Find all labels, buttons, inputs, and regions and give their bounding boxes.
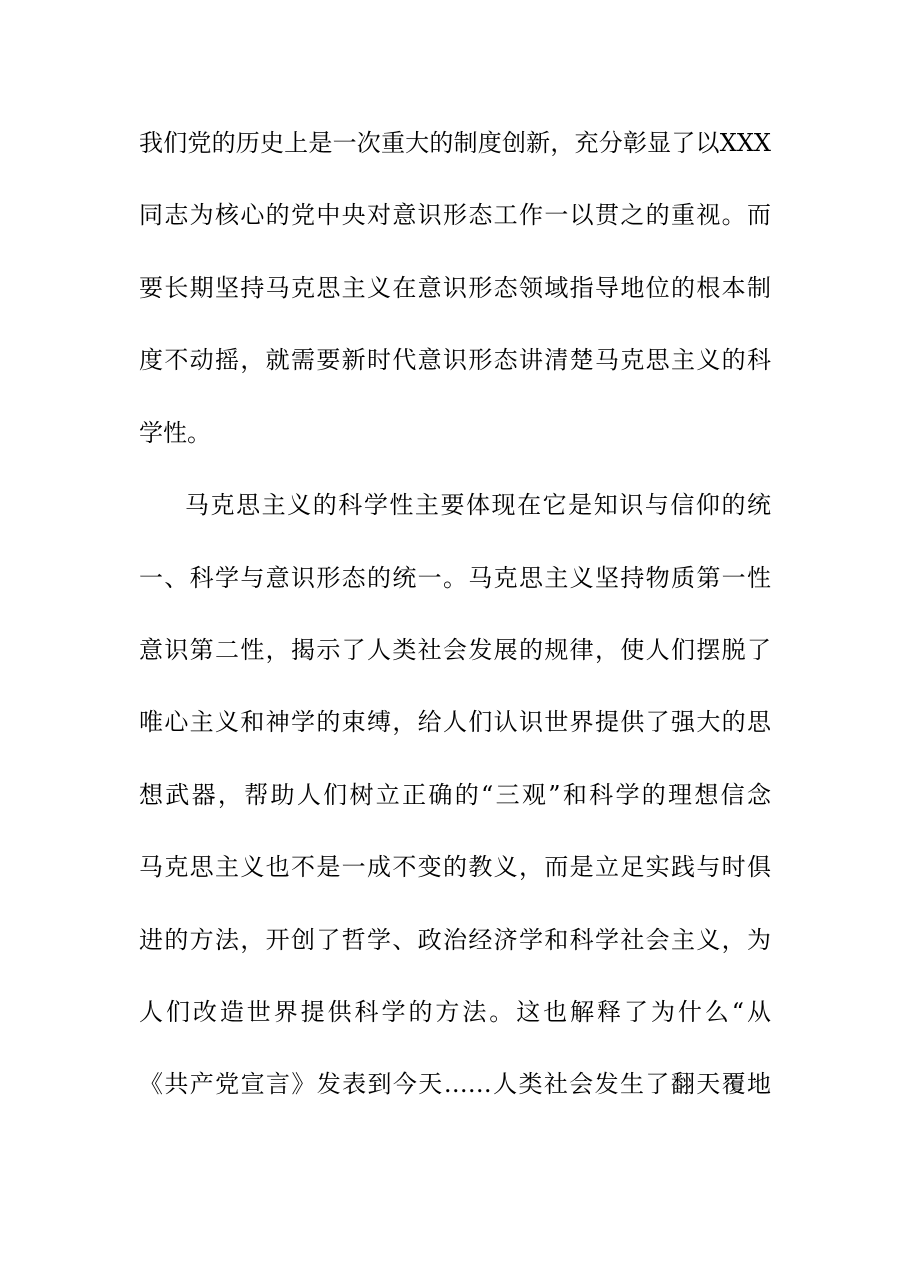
text-line-2: 同志为核心的党中央对意识形态工作一以贯之的重视。而	[139, 201, 771, 229]
text-line-9: 唯心主义和神学的束缚，给人们认识世界提供了强大的思	[139, 708, 771, 736]
text-line-3: 要长期坚持马克思主义在意识形态领域指导地位的根本制	[139, 274, 771, 302]
text-line-1: 我们党的历史上是一次重大的制度创新，充分彰显了以XXX	[139, 129, 771, 157]
text-line-10: 想武器，帮助人们树立正确的“三观”和科学的理想信念	[139, 781, 771, 809]
text-line-13: 人们改造世界提供科学的方法。这也解释了为什么“从	[139, 998, 771, 1026]
text-line-5: 学性。	[139, 419, 211, 447]
text-line-11: 马克思主义也不是一成不变的教义，而是立足实践与时俱	[139, 853, 771, 881]
text-line-14: 《共产党宣言》发表到今天……人类社会发生了翻天覆地	[139, 1070, 771, 1098]
text-line-8: 意识第二性，揭示了人类社会发展的规律，使人们摆脱了	[139, 636, 771, 664]
text-line-7: 一、科学与意识形态的统一。马克思主义坚持物质第一性	[139, 564, 771, 592]
text-line-12: 进的方法，开创了哲学、政治经济学和科学社会主义，为	[139, 926, 771, 954]
text-line-4: 度不动摇，就需要新时代意识形态讲清楚马克思主义的科	[139, 346, 771, 374]
paragraph-2-first-line: 马克思主义的科学性主要体现在它是知识与信仰的统	[185, 491, 771, 519]
